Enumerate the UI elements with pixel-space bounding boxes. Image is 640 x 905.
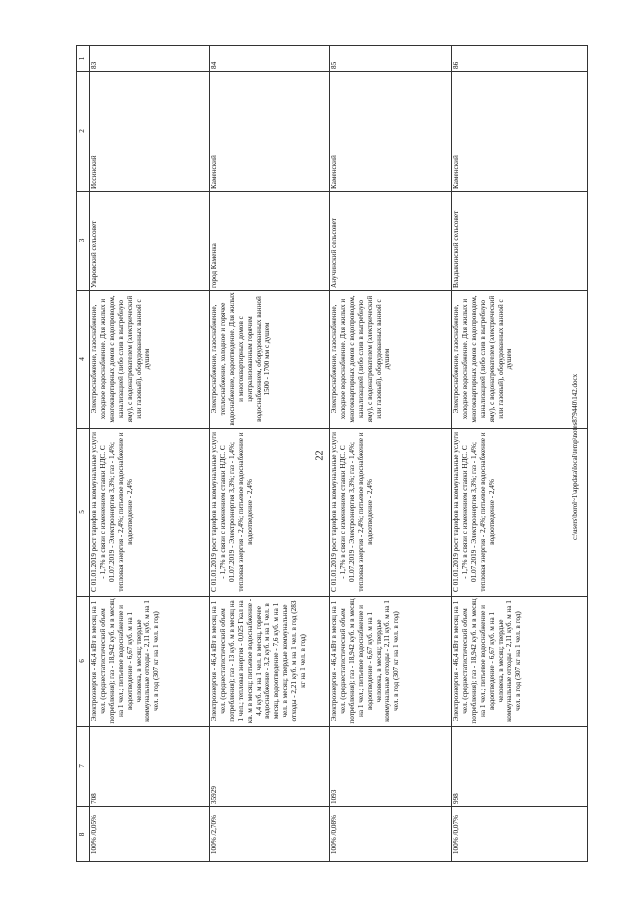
header-col-6-cell bbox=[77, 596, 89, 726]
row-number-cell bbox=[89, 46, 209, 71]
services-cell bbox=[329, 290, 451, 428]
row-number-cell bbox=[329, 46, 451, 71]
tariff-increase-cell bbox=[451, 428, 588, 596]
row-number: 84 bbox=[210, 61, 218, 69]
consumption-norms-cell bbox=[329, 596, 451, 726]
share-cell bbox=[329, 806, 451, 863]
population: 1093 bbox=[330, 789, 338, 804]
district: Каменский bbox=[210, 155, 218, 189]
share-cell bbox=[209, 806, 329, 863]
row-number-cell bbox=[209, 46, 329, 71]
share: 100% /0,07% bbox=[452, 814, 460, 855]
population-cell bbox=[89, 726, 209, 806]
row-number: 83 bbox=[90, 61, 98, 69]
settlement: Владыкинский сельсовет bbox=[452, 210, 460, 288]
district-cell bbox=[89, 71, 209, 191]
share-cell bbox=[89, 806, 209, 863]
district: Иссинский bbox=[90, 155, 98, 189]
share: 100% /0,05% bbox=[90, 814, 98, 855]
tariff-increase-cell bbox=[89, 428, 209, 596]
header-col-4-cell bbox=[77, 290, 89, 428]
header-col-1: 1 bbox=[78, 56, 86, 61]
consumption-norms: Электроэнергия - 46,4 кВт в месяц на 1 чел. (среднестатистический объем потребления); газ - 13 куб. м в месяц на 1 чел.; тепловая энергия - 0,025 Гкал на кв. м в месяц; питьевое водоснабжение - 4,4 куб. м на 1 чел. в месяц, горячее водоснабжение - 3,2 куб. м на 1 чел. в месяц, водоотведение - 7,6 куб. м на 1 чел. в месяц; твердые коммунальные отходы - 2,21 куб. м на 1 чел. в год (283 кг на 1 чел. в год) bbox=[210, 598, 308, 724]
services: Электроснабжение, газоснабжение, холодное водоснабжение. Для жилых и многоквартирных домов с водопроводом, канализацией (либо слив в выгребную яму), с водонагревателем (электрический или газовый), оборудованных ванной с душем bbox=[452, 295, 514, 423]
settlement: Анучинский сельсовет bbox=[330, 218, 338, 288]
population-cell bbox=[209, 726, 329, 806]
row-number: 86 bbox=[452, 61, 460, 69]
header-col-5: 5 bbox=[78, 510, 86, 514]
district: Каменский bbox=[330, 155, 338, 189]
tariff-increase-cell bbox=[209, 428, 329, 596]
header-col-7-cell bbox=[77, 726, 89, 806]
district: Каменский bbox=[452, 155, 460, 189]
header-col-8: 8 bbox=[78, 832, 86, 837]
settlement: Уваровский сельсовет bbox=[90, 220, 98, 288]
consumption-norms: Электроэнергия - 46,4 кВт в месяц на 1 чел. (среднестатистический объем потребления); газ - 18,942 куб. м в месяц на 1 чел.; питьевое водоснабжение и водоотведение - 6,67 куб. м на 1 человека, в месяц; твердые коммунальные отходы - 2,11 куб. м на 1 чел. в год (307 кг на 1 чел. в год) bbox=[330, 598, 401, 724]
header-col-7: 7 bbox=[78, 764, 86, 768]
district-cell bbox=[451, 71, 588, 191]
services: Электроснабжение, газоснабжение, теплоснабжение, холодное и горячее водоснабжение, водоотведение. Для жилых и многоквартирных домов с централизованным горячим водоснабжением, оборудованных ванной 1500 - 1700 мм с душем bbox=[210, 292, 272, 426]
population: 708 bbox=[90, 793, 98, 804]
share: 100% /0,08% bbox=[330, 814, 338, 855]
tariff-increase: С 01.01.2019 рост тарифов на коммунальные услуги - 1,7% в связи с изменением ставки НДС. С 01.07.2019 - Электроэнергия 3,3%; газ - 1,4%; тепловая энергия - 2,4%; питьевое водоснабжение и водоотведение - 2,4% bbox=[90, 431, 134, 593]
header-col-3: 3 bbox=[78, 238, 86, 243]
tariff-table bbox=[76, 45, 588, 862]
services-cell bbox=[89, 290, 209, 428]
district-cell bbox=[329, 71, 451, 191]
settlement-cell bbox=[451, 191, 588, 290]
consumption-norms: Электроэнергия - 46,4 кВт в месяц на 1 чел. (среднестатистический объем потребления); газ - 18,942 куб. м в месяц на 1 чел.; питьевое водоснабжение и водоотведение - 6,67 куб. м на 1 человека, в месяц; твердые коммунальные отходы - 2,11 куб. м на 1 чел. в год (307 кг на 1 чел. в год) bbox=[90, 598, 161, 724]
header-col-8-cell bbox=[77, 806, 89, 863]
tariff-increase: С 01.01.2019 рост тарифов на коммунальные услуги - 1,7% в связи с изменением ставки НДС. С 01.07.2019 - Электроэнергия 3,3%; газ - 1,4%; тепловая энергия - 2,4%; питьевое водоснабжение и водоотведение - 2,4% bbox=[210, 431, 254, 593]
settlement-cell bbox=[209, 191, 329, 290]
district-cell bbox=[209, 71, 329, 191]
header-col-6: 6 bbox=[78, 659, 86, 663]
settlement-cell bbox=[89, 191, 209, 290]
services: Электроснабжение, газоснабжение, холодное водоснабжение. Для жилых и многоквартирных домов с водопроводом, канализацией (либо слив в выгребную яму), с водонагревателем (электрический или газовый), оборудованных ванной с душем bbox=[90, 295, 152, 423]
population: 35929 bbox=[210, 786, 218, 804]
consumption-norms-cell bbox=[209, 596, 329, 726]
header-col-5-cell bbox=[77, 428, 89, 596]
services-cell bbox=[451, 290, 588, 428]
settlement-cell bbox=[329, 191, 451, 290]
header-col-4: 4 bbox=[78, 357, 86, 361]
page-number-text: 22 bbox=[314, 450, 326, 460]
header-col-2-cell bbox=[77, 71, 89, 191]
population: 998 bbox=[452, 793, 460, 804]
population-cell bbox=[329, 726, 451, 806]
header-col-2: 2 bbox=[78, 129, 86, 133]
header-col-1-cell bbox=[77, 46, 89, 71]
footer-file-path: c:\users\borol~1\appdata\local\temp\notes879440\142.docx bbox=[571, 373, 579, 540]
header-col-3-cell bbox=[77, 191, 89, 290]
tariff-increase: С 01.01.2019 рост тарифов на коммунальные услуги - 1,7% в связи с изменением ставки НДС. С 01.07.2019 - Электроэнергия 3,3%; газ - 1,4%; тепловая энергия - 2,4%; питьевое водоснабжение и водоотведение - 2,4% bbox=[452, 431, 496, 593]
consumption-norms-cell bbox=[451, 596, 588, 726]
share-cell bbox=[451, 806, 588, 863]
consumption-norms-cell bbox=[89, 596, 209, 726]
tariff-increase: С 01.01.2019 рост тарифов на коммунальные услуги - 1,7% в связи с изменением ставки НДС. С 01.07.2019 - Электроэнергия 3,3%; газ - 1,4%; тепловая энергия - 2,4%; питьевое водоснабжение и водоотведение - 2,4% bbox=[330, 431, 374, 593]
population-cell bbox=[451, 726, 588, 806]
row-number-cell bbox=[451, 46, 588, 71]
services: Электроснабжение, газоснабжение, холодное водоснабжение. Для жилых и многоквартирных домов с водопроводом, канализацией (либо слив в выгребную яму), с водонагревателем (электрический или газовый), оборудованных ванной с душем bbox=[330, 295, 392, 423]
tariff-increase-cell bbox=[329, 428, 451, 596]
services-cell bbox=[209, 290, 329, 428]
row-number: 85 bbox=[330, 61, 338, 69]
consumption-norms: Электроэнергия - 46,4 кВт в месяц на 1 чел. (среднестатистический объем потребления); газ - 18,942 куб. м в месяц на 1 чел.; питьевое водоснабжение и водоотведение - 6,67 куб. м на 1 человека, в месяц; твердые коммунальные отходы - 2,11 куб. м на 1 чел. в год (307 кг на 1 чел. в год) bbox=[452, 598, 523, 724]
settlement: город Каменка bbox=[210, 243, 218, 288]
share: 100% /2,70% bbox=[210, 814, 218, 855]
